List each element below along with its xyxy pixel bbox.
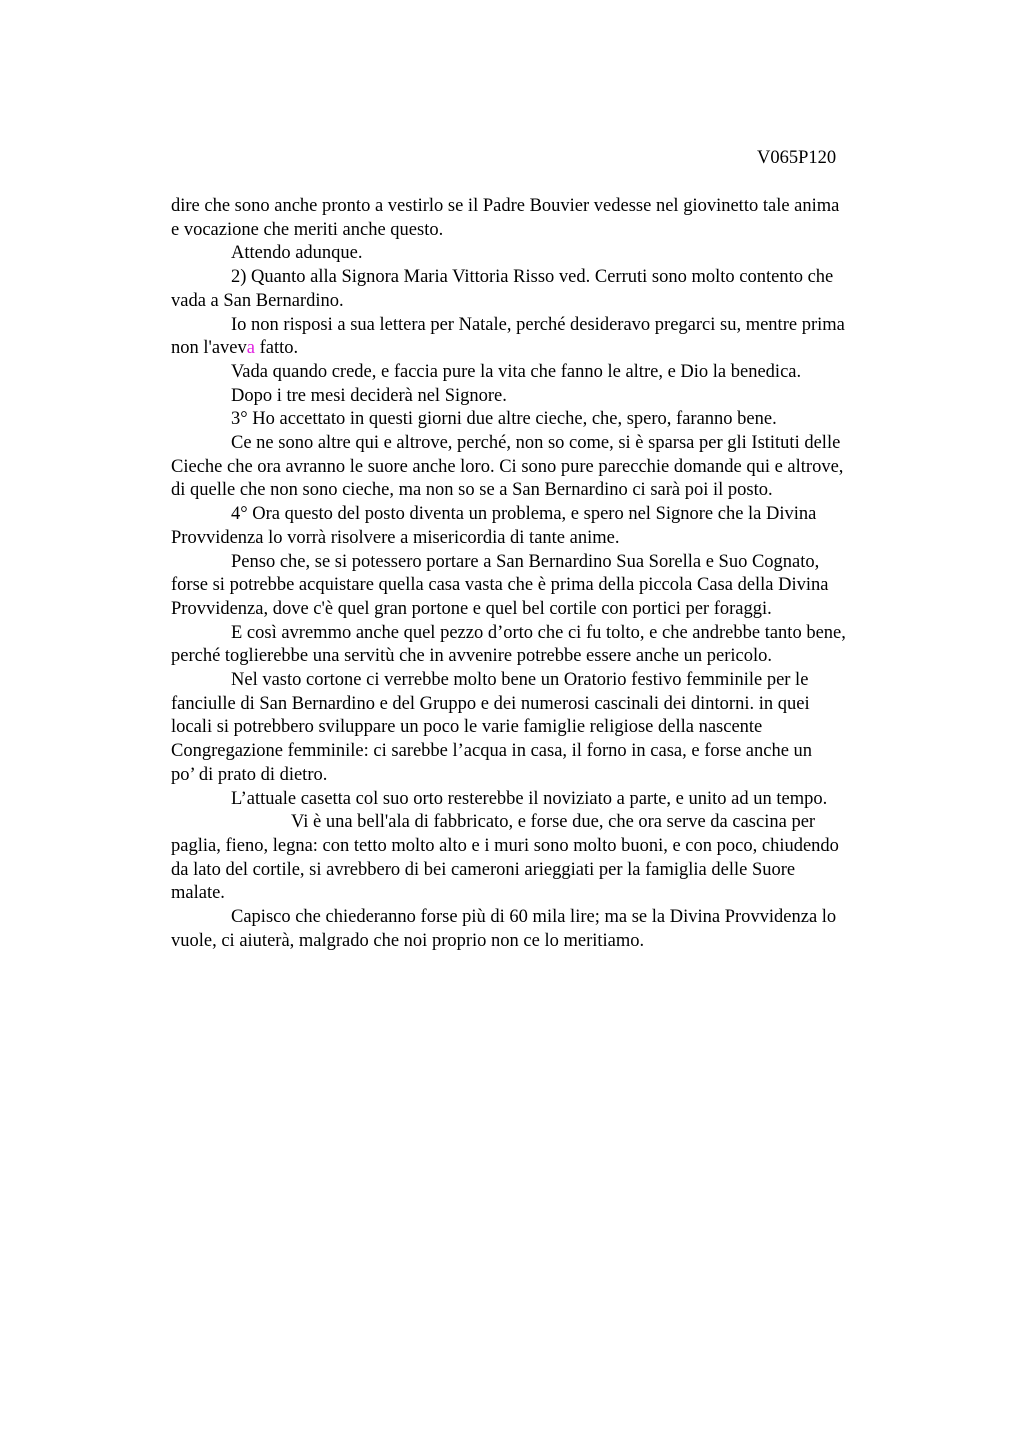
- text-segment: fatto.: [255, 338, 299, 359]
- text-line: dire che sono anche pronto a vestirlo se il Padre Bouvier vedesse nel giovinetto tale anima: [171, 196, 840, 216]
- text-line: vuole, ci aiuterà, malgrado che noi proprio non ce lo meritiamo.: [171, 930, 645, 951]
- text-line: Provvidenza, dove c'è quel gran portone e quel bel cortile con portici per foraggi.: [171, 598, 772, 619]
- text-line: Penso che, se si potessero portare a San Bernardino Sua Sorella e Suo Cognato,: [231, 551, 820, 572]
- text-line: Nel vasto cortone ci verrebbe molto bene un Oratorio festivo femminile per le: [231, 670, 809, 691]
- text-line: Vada quando crede, e faccia pure la vita che fanno le altre, e Dio la benedica.: [231, 361, 802, 382]
- text-line: fanciulle di San Bernardino e del Gruppo e dei numerosi cascinali dei dintorni. in quei: [171, 693, 810, 714]
- text-line: Capisco che chiederanno forse più di 60 mila lire; ma se la Divina Provvidenza lo: [231, 907, 837, 928]
- text-line: 3° Ho accettato in questi giorni due altre cieche, che, spero, faranno bene.: [231, 409, 777, 430]
- highlighted-letter: a: [246, 338, 255, 359]
- text-line: paglia, fieno, legna: con tetto molto alto e i muri sono molto buoni, e con poco, chiudendo: [171, 835, 839, 856]
- text-line: Vi è una bell'ala di fabbricato, e forse due, che ora serve da cascina per: [291, 812, 816, 833]
- letter-body: [171, 195, 931, 954]
- text-line: Attendo adunque.: [231, 243, 363, 264]
- text-line: E così avremmo anche quel pezzo d’orto che ci fu tolto, e che andrebbe tanto bene,: [231, 622, 846, 643]
- text-line: 2) Quanto alla Signora Maria Vittoria Risso ved. Cerruti sono molto contento che: [231, 267, 834, 288]
- text-line: da lato del cortile, si avrebbero di bei cameroni arieggiati per la famiglia delle Suore: [171, 859, 796, 880]
- text-line: Cieche che ora avranno le suore anche loro. Ci sono pure parecchie domande qui e altrove,: [171, 456, 844, 477]
- text-line: perché toglierebbe una servitù che in avvenire potrebbe essere anche un pericolo.: [171, 646, 772, 667]
- text-line: Ce ne sono altre qui e altrove, perché, non so come, si è sparsa per gli Istituti delle: [231, 433, 841, 454]
- text-line: vada a San Bernardino.: [171, 290, 344, 311]
- text-line: Provvidenza lo vorrà risolvere a misericordia di tante anime.: [171, 527, 620, 548]
- text-line: po’ di prato di dietro.: [171, 764, 328, 785]
- text-line: Congregazione femminile: ci sarebbe l’acqua in casa, il forno in casa, e forse anche un: [171, 741, 813, 762]
- text-line: 4° Ora questo del posto diventa un problema, e spero nel Signore che la Divina: [231, 504, 817, 525]
- text-line: locali si potrebbero sviluppare un poco le varie famiglie religiose della nascente: [171, 717, 763, 738]
- text-line: malate.: [171, 883, 225, 904]
- text-line: forse si potrebbe acquistare quella casa vasta che è prima della piccola Casa della Divina: [171, 575, 829, 596]
- page-identifier: V065P120: [757, 148, 837, 168]
- text-line: L’attuale casetta col suo orto resterebbe il noviziato a parte, e unito ad un tempo.: [231, 788, 828, 809]
- text-line: Io non risposi a sua lettera per Natale, perché desideravo pregarci su, mentre prima: [231, 314, 845, 335]
- text-line-with-highlight: [171, 337, 931, 361]
- text-line: di quelle che non sono cieche, ma non so se a San Bernardino ci sarà poi il posto.: [171, 480, 773, 501]
- text-line: Dopo i tre mesi deciderà nel Signore.: [231, 385, 507, 406]
- text-segment: non l'avev: [171, 338, 247, 359]
- text-line: e vocazione che meriti anche questo.: [171, 219, 444, 240]
